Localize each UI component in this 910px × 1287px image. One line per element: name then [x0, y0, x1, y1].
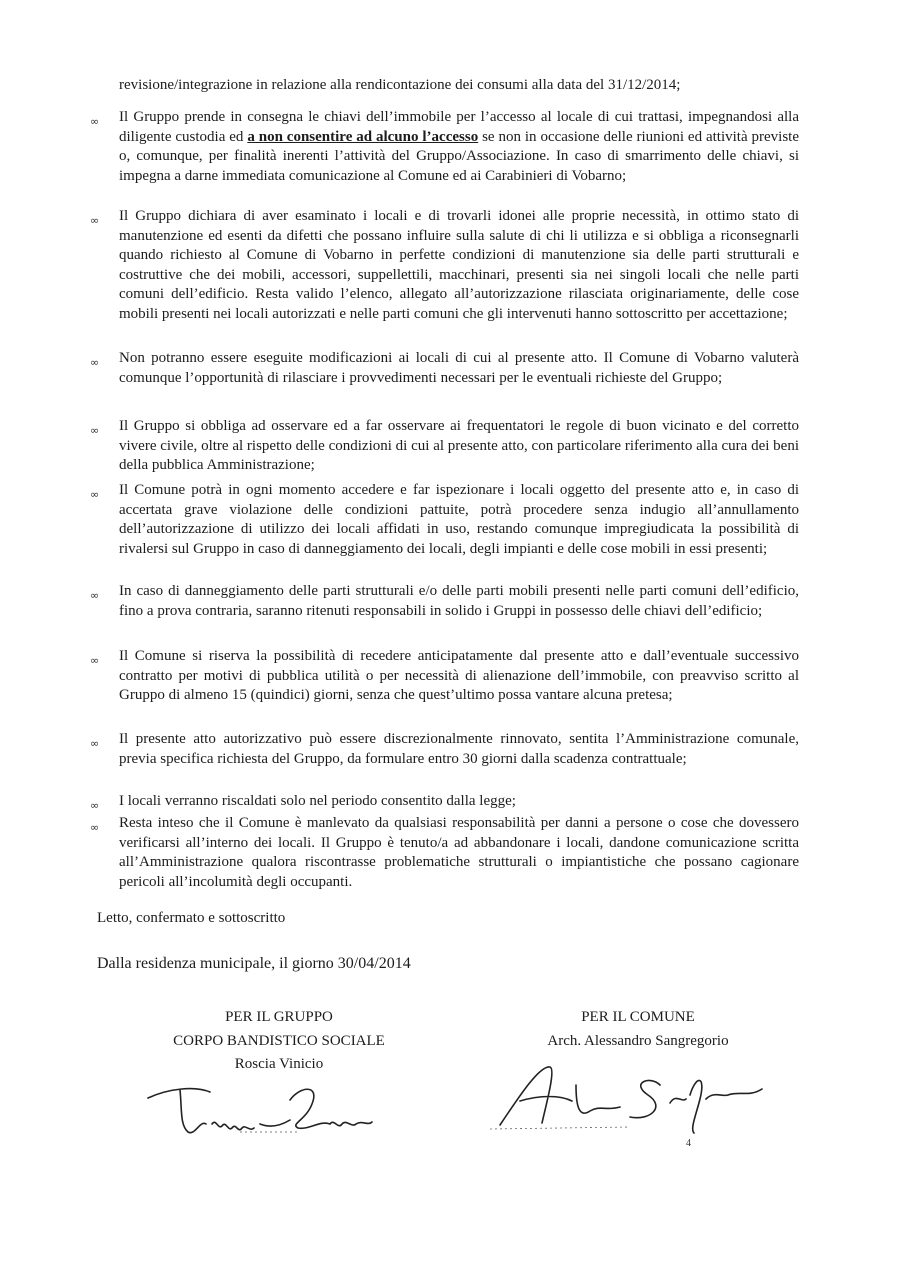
clause-conduct: Il Gruppo si obbliga ad osservare ed a far osservare ai frequentatori le regole di buon vicinato e del corretto vivere civile, oltre al rispetto delle condizioni di cui al presente atto, con particolare riferimento alla cura dei beni della pubblica Amministrazione; [119, 418, 799, 474]
clause-modifications: Non potranno essere eseguite modificazioni ai locali di cui al presente atto. Il Comune di Vobarno valuterà comunque l’opportunità di rilasciare i provvedimenti necessari per le eventuali richieste del Gruppo; [119, 350, 799, 386]
clause-keys [119, 108, 799, 186]
signature-block-gruppo [159, 1006, 399, 1077]
bullet-icon: ∞ [90, 214, 100, 227]
bullet-icon: ∞ [90, 115, 100, 128]
bullet-icon: ∞ [90, 654, 100, 667]
bullet-icon: ∞ [90, 737, 100, 750]
clause-heating: I locali verranno riscaldati solo nel periodo consentito dalla legge; [119, 793, 516, 809]
page-number-mark: 4 [686, 1138, 691, 1149]
clause-damage: In caso di danneggiamento delle parti strutturali e/o delle parti mobili presenti nelle parti comuni dell’edificio, fino a prova contraria, saranno ritenuti responsabili in solido i Gruppi in possesso delle chiavi dell’edificio; [119, 583, 799, 619]
signature-gruppo-image [140, 1080, 400, 1140]
clause-liability: Resta inteso che il Comune è manlevato da qualsiasi responsabilità per danni a persone o cose che dovessero verificarsi all’interno dei locali. Il Gruppo è tenuto/a ad abbandonare i locali, dandone comunicazione scritta all’Amministrazione qualora riscontrasse problematiche strutturali o impiantistiche che possano cagionare pericoli all’incolumità degli occupanti. [119, 815, 799, 890]
clause-text: se non in occasione delle riunioni ed attività previste o, comunque, per finalità inerenti l’attività del Gruppo/Associazione. In caso di smarrimento delle chiavi, si impegna a darne immediata comunicazione al Comune ed ai Carabinieri di Vobarno; [119, 128, 799, 184]
residence-date: Dalla residenza municipale, il giorno 30/04/2014 [97, 955, 411, 972]
bullet-icon: ∞ [90, 589, 100, 602]
bullet-icon: ∞ [90, 356, 100, 369]
read-confirmed: Letto, confermato e sottoscritto [97, 910, 286, 926]
signature-block-comune [528, 1006, 748, 1053]
emphasis-text: a non consentire ad alcuno l’accesso [247, 128, 479, 145]
clause-inspection: Il Comune potrà in ogni momento accedere e far ispezionare i locali oggetto del presente atto e, in caso di accertata grave violazione delle condizioni pattuite, potrà procedere senza indugio all’annullamento dell’autorizzazione di utilizzo dei locali affidati in uso, restando comunque impregiudicata la possibilità di rivalersi sul Gruppo in caso di danneggiamento dei locali, degli impianti e delle cose mobili in essi presenti; [119, 482, 799, 557]
bullet-icon: ∞ [90, 424, 100, 437]
signature-comune-image [480, 1055, 800, 1135]
bullet-icon: ∞ [90, 488, 100, 501]
gruppo-signer: Roscia Vinicio [234, 1056, 324, 1072]
comune-heading: PER IL COMUNE [581, 1009, 695, 1025]
gruppo-name: CORPO BANDISTICO SOCIALE [173, 1032, 385, 1049]
continuation-line: revisione/integrazione in relazione alla rendicontazione dei consumi alla data del 31/12/2014; [119, 77, 681, 93]
clause-text: Il Gruppo prende in consegna le chiavi dell’immobile per l’accesso al locale di cui trattasi, impegnandosi alla diligente custodia ed [119, 109, 799, 145]
bullet-icon: ∞ [90, 821, 100, 834]
clause-premises: Il Gruppo dichiara di aver esaminato i locali e di trovarli idonei alle proprie necessità, in ottimo stato di manutenzione ed esenti da difetti che possano influire sulla salute di chi li utilizza e si obbliga a riconsegnarli quando richiesto al Comune di Vobarno in perfette condizioni di manutenzione sia delle parti strutturali e costruttive che dei mobili, accessori, suppellettili, macchinari, presenti sia nei singoli locali che nelle parti comuni dell’edificio. Resta valido l’elenco, allegato all’autorizzazione rilasciata originariamente, delle cose mobili presenti nei locali autorizzati e nelle parti comuni che gli intervenuti hanno sottoscritto per accettazione; [119, 208, 799, 322]
clause-renewal: Il presente atto autorizzativo può essere discrezionalmente rinnovato, sentita l’Amministrazione comunale, previa specifica richiesta del Gruppo, da formulare entro 30 giorni dalla scadenza contrattuale; [119, 731, 799, 767]
bullet-icon: ∞ [90, 799, 100, 812]
gruppo-heading: PER IL GRUPPO [225, 1009, 333, 1025]
comune-signer: Arch. Alessandro Sangregorio [547, 1032, 729, 1049]
clause-withdrawal: Il Comune si riserva la possibilità di recedere anticipatamente dal presente atto e dall’eventuale successivo contratto per motivi di pubblica utilità o per necessità di alienazione dell’immobile, con preavviso scritto al Gruppo di almeno 15 (quindici) giorni, senza che quest’ultimo possa vantare alcuna pretesa; [119, 648, 799, 704]
